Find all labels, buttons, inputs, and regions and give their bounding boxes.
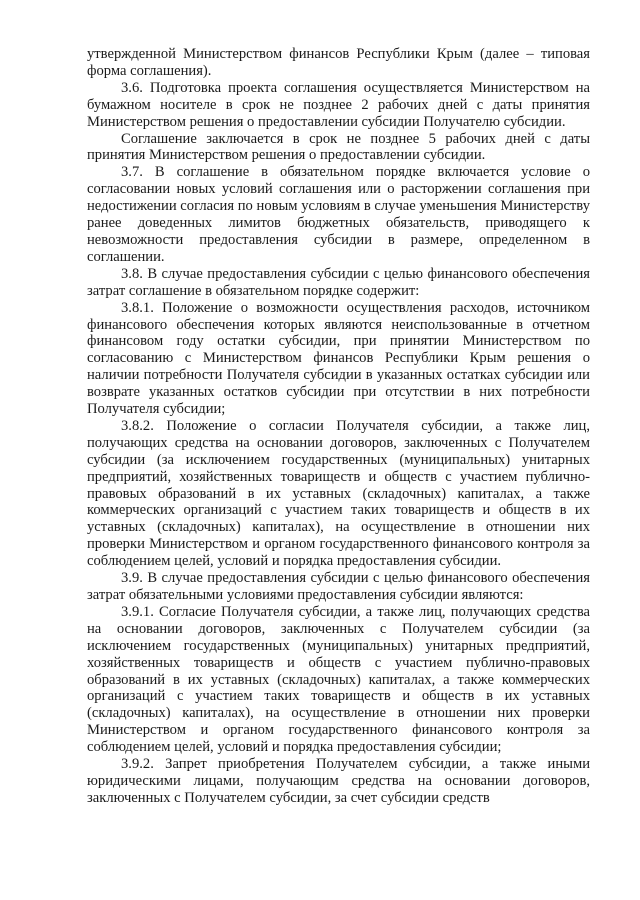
- paragraph-3-9: 3.9. В случае предоставления субсидии с целью финансового обеспечения затрат обязательными условиями предоставления субсидии являются:: [87, 570, 590, 603]
- paragraph-3-8-1: 3.8.1. Положение о возможности осуществления расходов, источником финансового обеспечения которых являются неиспользованные в отчетном финансовом году остатки субсидии, при принятии Министерством по согласованию с Министерством финансов Республики Крым решения о наличии потребности Получателя субсидии в указанных остатках субсидии или возврате указанных остатков субсидии при отсутствии в них потребности Получателя субсидии;: [87, 299, 590, 418]
- paragraph-3-7: 3.7. В соглашение в обязательном порядке включается условие о согласовании новых условий соглашения или о расторжении соглашения при недостижении согласия по новым условиям в случае уменьшения Министерству ранее доведенных лимитов бюджетных обязательств, приводящего к невозможности предоставления субсидии в размере, определенном в соглашении.: [87, 164, 590, 265]
- paragraph-3-8-2: 3.8.2. Положение о согласии Получателя субсидии, а также лиц, получающих средства на основании договоров, заключенных с Получателем субсидии (за исключением государственных (муниципальных) унитарных предприятий, хозяйственных товариществ и обществ с участием публично-правовых образований в их уставных (складочных) капиталах, а также коммерческих организаций с участием таких товариществ и обществ в их уставных (складочных) капиталах), на осуществление в отношении них проверки Министерством и органом государственного финансового контроля за соблюдением целей, условий и порядка предоставления субсидии.: [87, 417, 590, 570]
- paragraph-3-8: 3.8. В случае предоставления субсидии с целью финансового обеспечения затрат соглашение в обязательном порядке содержит:: [87, 265, 590, 299]
- document-body: [87, 46, 590, 807]
- paragraph-continuation: утвержденной Министерством финансов Республики Крым (далее – типовая форма соглашения).: [87, 46, 590, 79]
- paragraph-agreement-term: Соглашение заключается в срок не позднее 5 рабочих дней с даты принятия Министерством решения о предоставлении субсидии.: [87, 130, 590, 164]
- paragraph-3-6: 3.6. Подготовка проекта соглашения осуществляется Министерством на бумажном носителе в срок не позднее 2 рабочих дней с даты принятия Министерством решения о предоставлении субсидии Получателю субсидии.: [87, 79, 590, 130]
- paragraph-3-9-2: 3.9.2. Запрет приобретения Получателем субсидии, а также иными юридическими лицами, получающим средства на основании договоров, заключенных с Получателем субсидии, за счет субсидии средств: [87, 756, 590, 806]
- paragraph-3-9-1: 3.9.1. Согласие Получателя субсидии, а также лиц, получающих средства на основании договоров, заключенных с Получателем субсидии (за исключением государственных (муниципальных) унитарных предприятий, хозяйственных товариществ и обществ с участием публично-правовых образований в их уставных (складочных) капиталах, а также коммерческих организаций с участием таких товариществ и обществ в их уставных (складочных) капиталах), на осуществление в отношении них проверки Министерством и органом государственного финансового контроля за соблюдением целей, условий и порядка предоставления субсидии;: [87, 603, 590, 756]
